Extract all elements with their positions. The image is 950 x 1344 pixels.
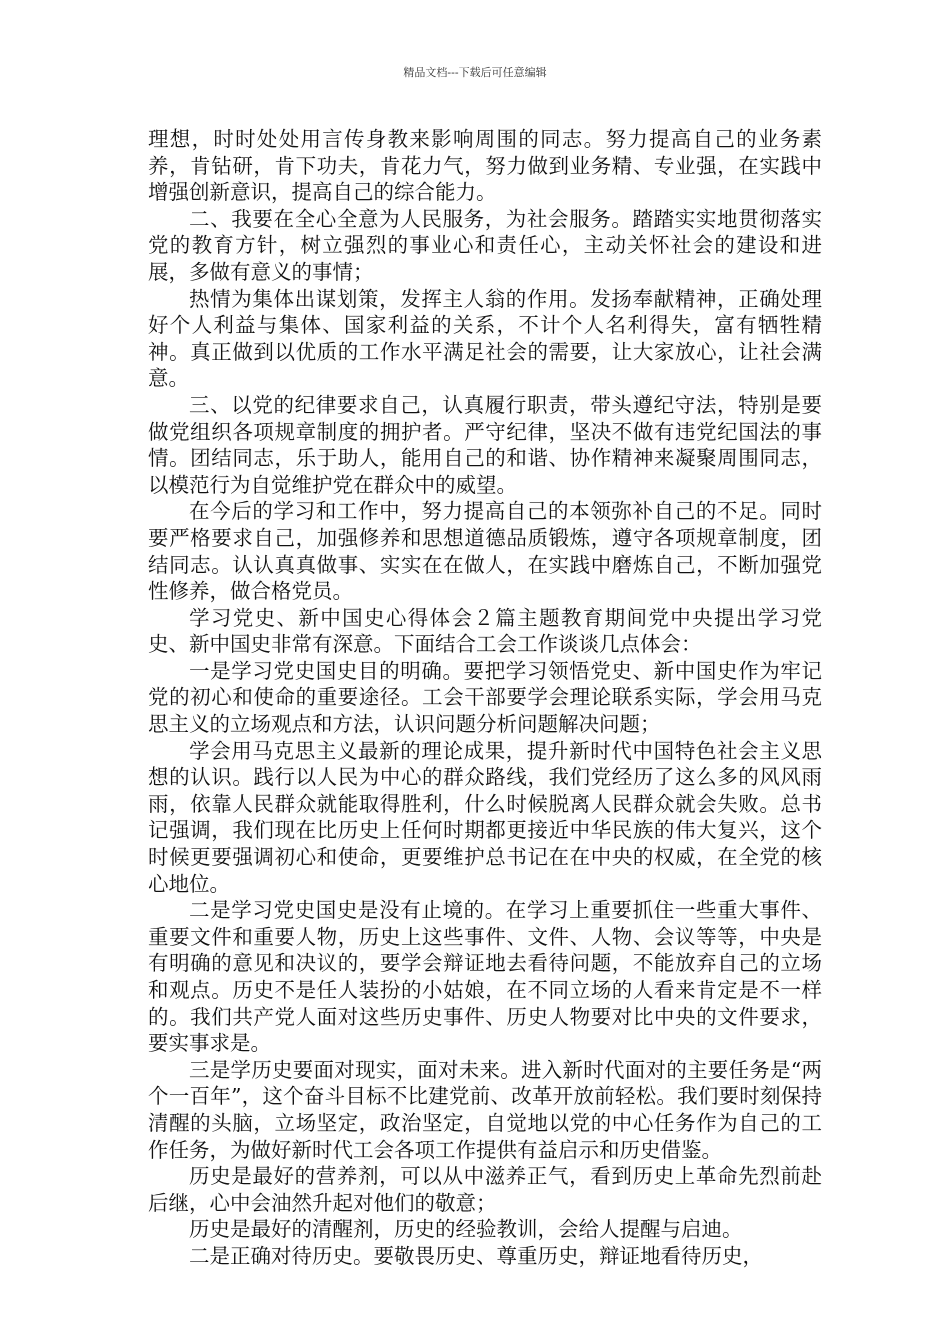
paragraph: 学习党史、新中国史心得体会２篇主题教育期间党中央提出学习党史、新中国史非常有深意。下面结合工会工作谈谈几点体会： — [148, 605, 822, 657]
paragraph: 三、以党的纪律要求自己，认真履行职责，带头遵纪守法，特别是要做党组织各项规章制度的拥护者。严守纪律，坚决不做有违党纪国法的事情。团结同志，乐于助人，能用自己的和谐、协作精神来凝聚周围同志，以模范行为自觉维护党在群众中的威望。 — [148, 392, 822, 497]
paragraph: 热情为集体出谋划策，发挥主人翁的作用。发扬奉献精神，正确处理好个人利益与集体、国家利益的关系，不计个人名利得失，富有牺牲精神。真正做到以优质的工作水平满足社会的需要，让大家放心，让社会满意。 — [148, 286, 822, 391]
paragraph: 历史是最好的营养剂，可以从中滋养正气，看到历史上革命先烈前赴后继，心中会油然升起对他们的敬意； — [148, 1164, 822, 1215]
paragraph: 理想，时时处处用言传身教来影响周围的同志。努力提高自己的业务素养，肯钻研，肯下功夫，肯花力气，努力做到业务精、专业强，在实践中增强创新意识，提高自己的综合能力。 — [148, 127, 822, 205]
paragraph: 三是学历史要面对现实，面对未来。进入新时代面对的主要任务是“两个一百年”，这个奋斗目标不比建党前、改革开放前轻松。我们要时刻保持清醒的头脑，立场坚定，政治坚定，自觉地以党的中心任务作为自己的工作任务，为做好新时代工会各项工作提供有益启示和历史借鉴。 — [148, 1057, 822, 1162]
document-body — [148, 126, 822, 1270]
page-header: 精品文档---下载后可任意编辑 — [403, 66, 547, 79]
paragraph: 在今后的学习和工作中，努力提高自己的本领弥补自己的不足。同时要严格要求自己，加强修养和思想道德品质锻炼，遵守各项规章制度，团结同志。认认真真做事、实实在在做人，在实践中磨炼自己，不断加强党性修养，做合格党员。 — [148, 499, 822, 604]
paragraph: 二、我要在全心全意为人民服务，为社会服务。踏踏实实地贯彻落实党的教育方针，树立强烈的事业心和责任心，主动关怀社会的建设和进展，多做有意义的事情； — [148, 206, 822, 284]
paragraph: 历史是最好的清醒剂，历史的经验教训，会给人提醒与启迪。 — [189, 1217, 743, 1242]
paragraph: 二是学习党史国史是没有止境的。在学习上重要抓住一些重大事件、重要文件和重要人物，历史上这些事件、文件、人物、会议等等，中央是有明确的意见和决议的，要学会辩证地去看待问题，不能放弃自己的立场和观点。历史不是任人装扮的小姑娘，在不同立场的人看来肯定是不一样的。我们共产党人面对这些历史事件、历史人物要对比中央的文件要求，要实事求是。 — [148, 898, 822, 1056]
paragraph: 一是学习党史国史目的明确。要把学习领悟党史、新中国史作为牢记党的初心和使命的重要途径。工会干部要学会理论联系实际，学会用马克思主义的立场观点和方法，认识问题分析问题解决问题； — [148, 658, 822, 737]
paragraph: 学会用马克思主义最新的理论成果，提升新时代中国特色社会主义思想的认识。践行以人民为中心的群众路线，我们党经历了这么多的风风雨雨，依靠人民群众就能取得胜利，什么时候脱离人民群众就会失败。总书记强调，我们现在比历史上任何时期都更接近中华民族的伟大复兴，这个时候更要强调初心和使命，更要维护总书记在在中央的权威，在全党的核心地位。 — [148, 738, 822, 896]
paragraph: 二是正确对待历史。要敬畏历史、尊重历史，辩证地看待历史， — [189, 1243, 763, 1268]
